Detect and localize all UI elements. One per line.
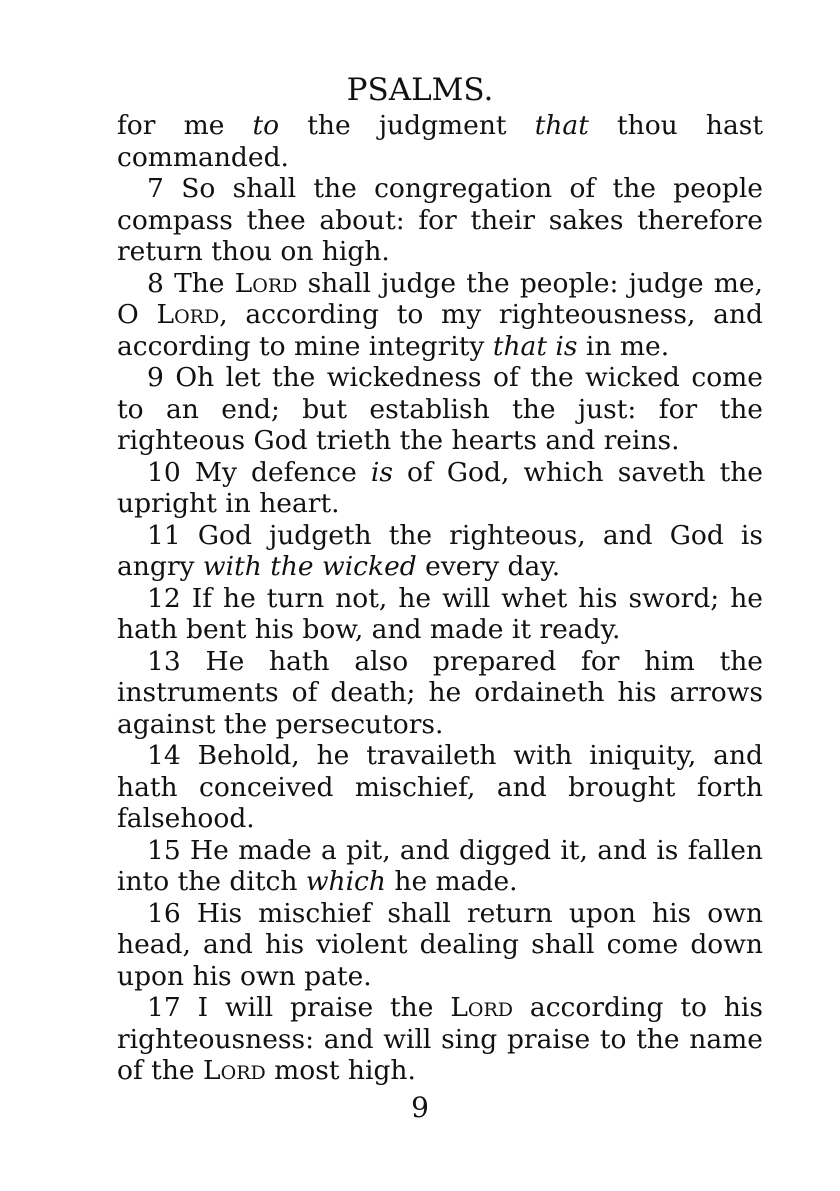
verse-number: 17 [147, 992, 181, 1023]
psalm-text [117, 110, 763, 1087]
verse-number: 15 [147, 834, 181, 866]
verse-6-continuation: for me to the judgment that thou hast commanded. [117, 110, 764, 173]
verse-number: 13 [147, 645, 181, 677]
verse-16: 16 His mischief shall return upon his own head, and his violent dealing shall come down upon his own pate. [117, 897, 763, 992]
verse-number: 10 [147, 456, 181, 488]
verse-12: 12 If he turn not, he will whet his sword; he hath bent his bow, and made it ready. [117, 582, 763, 645]
running-head: PSALMS. [346, 72, 494, 108]
verse-11: 11 God judgeth the righteous, and God is angry with the wicked every day. [117, 519, 763, 582]
verse-17: 17 I will praise the Lord according to his righteousness: and will sing praise to the name of the Lord most high. [117, 992, 763, 1086]
verse-number: 11 [147, 519, 181, 551]
verse-number: 12 [147, 582, 181, 614]
verse-number: 9 [147, 362, 164, 393]
verse-13: 13 He hath also prepared for him the instruments of death; he ordaineth his arrows against the persecutors. [117, 645, 763, 740]
verse-number: 14 [147, 740, 181, 771]
verse-number: 7 [147, 173, 164, 204]
verse-number: 8 [147, 267, 164, 299]
verse-14: 14 Behold, he travaileth with iniquity, and hath conceived mischief, and brought forth falsehood. [117, 740, 763, 834]
verse-number: 16 [147, 897, 181, 929]
verse-10: 10 My defence is of God, which saveth the upright in heart. [117, 456, 763, 519]
page-number: 9 [411, 1091, 429, 1124]
verse-7: 7 So shall the congregation of the people compass thee about: for their sakes therefore return thou on high. [117, 173, 763, 267]
verse-15: 15 He made a pit, and digged it, and is fallen into the ditch which he made. [117, 834, 763, 897]
verse-8: 8 The Lord shall judge the people: judge me, O Lord, according to my righteousness, and according to mine integrity that is in me. [117, 267, 763, 362]
verse-9: 9 Oh let the wickedness of the wicked come to an end; but establish the just: for the righteous God trieth the hearts and reins. [117, 362, 763, 456]
